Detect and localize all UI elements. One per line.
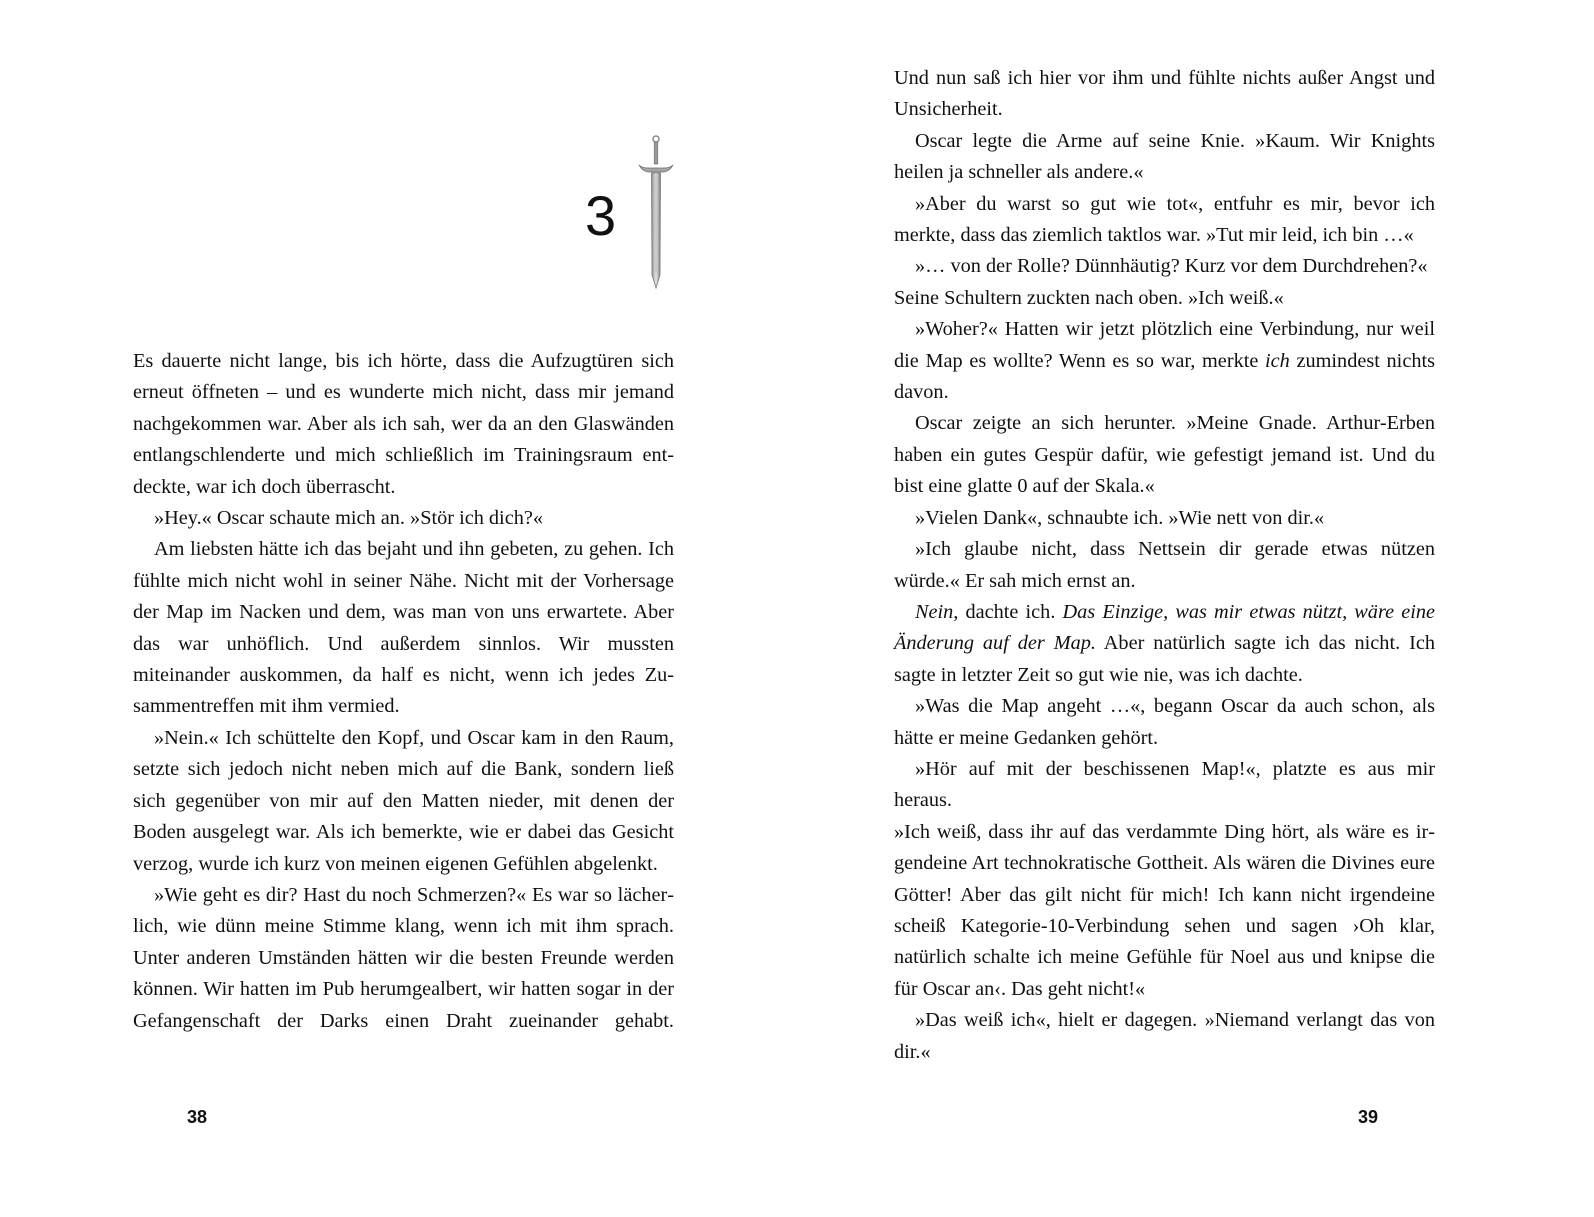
text-run: dachte ich. [958, 600, 1063, 623]
paragraph: Und nun saß ich hier vor ihm und fühlte nichts außer Angst und Unsicherheit. [894, 67, 1435, 121]
emphasis: Nein, [915, 600, 959, 623]
paragraph: »Das weiß ich«, hielt er dagegen. »Niemand verlangt das von dir.« [894, 1009, 1435, 1063]
right-page [797, 0, 1594, 1217]
text-run: »Woher?« Hatten wir jetzt plötzlich eine Verbindung, nur weil die Map es wollte? Wenn es so war, merkte [894, 318, 1435, 372]
paragraph: Oscar zeigte an sich herunter. »Meine Gnade. Arthur-Erben haben ein gutes Gespür dafür, wie gefestigt jemand ist. Und du bist eine glatte 0 auf der Skala.« [894, 412, 1435, 498]
paragraph: Oscar legte die Arme auf seine Knie. »Kaum. Wir Knights heilen ja schneller als andere.« [894, 129, 1435, 184]
paragraph: Es dauerte nicht lange, bis ich hörte, dass die Aufzugtüren sich erneut öffneten – und es wunderte mich nicht, dass mir jemand nachgekommen war. Aber als ich sah, wer da an den Glaswänden entlangschlenderte und mich schließlich im Trainingsraum entdeckte, war ich doch überrascht. [133, 350, 674, 498]
paragraph: »Hör auf mit der beschissenen Map!«, platzte es aus mir heraus. [894, 757, 1435, 812]
page-number: 39 [1358, 1107, 1379, 1127]
emphasis: Das Einzige, was mir etwas nützt, wäre eine Änderung auf der Map. [894, 600, 1435, 655]
paragraph [894, 314, 1435, 408]
page-number: 38 [187, 1107, 208, 1127]
paragraph: »… von der Rolle? Dünnhäutig? Kurz vor dem Durchdrehen?« [915, 255, 1428, 278]
emphasis: ich [1265, 349, 1290, 372]
paragraph: Seine Schultern zuckten nach oben. »Ich weiß.« [894, 286, 1284, 309]
left-page-text [133, 346, 674, 1037]
paragraph: »Ich weiß, dass ihr auf das verdammte Ding hört, als wäre es irgendeine Art technokratische Gottheit. Als wären die Divines eure Götter! Aber das gilt nicht für mich! Ich kann nicht irgendeine scheiß Kategorie-10-Verbindung sehen und sagen ›Oh klar, natürlich schalte ich meine Gefühle für Noel aus und knipse die für Oscar an‹. Das geht nicht!« [894, 820, 1435, 1000]
text-run: Aber natürlich sagte ich das nicht. Ich sagte in letzter Zeit so gut wie nie, was ich dachte. [894, 632, 1435, 686]
paragraph: »Aber du warst so gut wie tot«, entfuhr es mir, bevor ich merkte, dass das ziemlich taktlos war. »Tut mir leid, ich bin …« [894, 192, 1435, 247]
paragraph: »Ich glaube nicht, dass Nettsein dir gerade etwas nützen würde.« Er sah mich ernst an. [894, 538, 1435, 592]
chapter-number: 3 [585, 184, 617, 247]
sword-icon [636, 135, 676, 290]
paragraph: »Was die Map angeht …«, begann Oscar da auch schon, als hätte er meine Gedanken gehört. [894, 695, 1435, 749]
right-page-text [894, 63, 1435, 1068]
paragraph [894, 597, 1435, 691]
text-run: zumindest nichts davon. [894, 349, 1435, 404]
paragraph: »Vielen Dank«, schnaubte ich. »Wie nett von dir.« [915, 506, 1325, 529]
paragraph: »Nein.« Ich schüttelte den Kopf, und Oscar kam in den Raum, setzte sich jedoch nicht neben mich auf die Bank, sondern ließ sich gegenüber von mir auf den Matten nieder, mit denen der Boden ausgelegt war. Als ich bemerkte, wie er dabei das Gesicht verzog, wurde ich kurz von meinen eigenen Gefühlen abgelenkt. [133, 726, 674, 875]
paragraph: »Wie geht es dir? Hast du noch Schmerzen?« Es war so lächerlich, wie dünn meine Stimme klang, wenn ich mit ihm sprach. Unter anderen Umständen hätten wir die besten Freunde werden können. Wir hatten im Pub herumgealbert, wir hatten sogar in der Gefangenschaft der Darks einen Draht zueinander gehabt. [133, 883, 674, 1032]
paragraph: »Hey.« Oscar schaute mich an. »Stör ich dich?« [154, 507, 543, 530]
paragraph: Am liebsten hätte ich das bejaht und ihn gebeten, zu gehen. Ich fühlte mich nicht wohl in seiner Nähe. Nicht mit der Vorhersage der Map im Nacken und dem, was man von uns erwartete. Aber das war unhöflich. Und außerdem sinnlos. Wir mussten miteinander auskommen, da half es nicht, wenn ich jedes Zusammentreffen mit ihm vermied. [133, 538, 674, 718]
